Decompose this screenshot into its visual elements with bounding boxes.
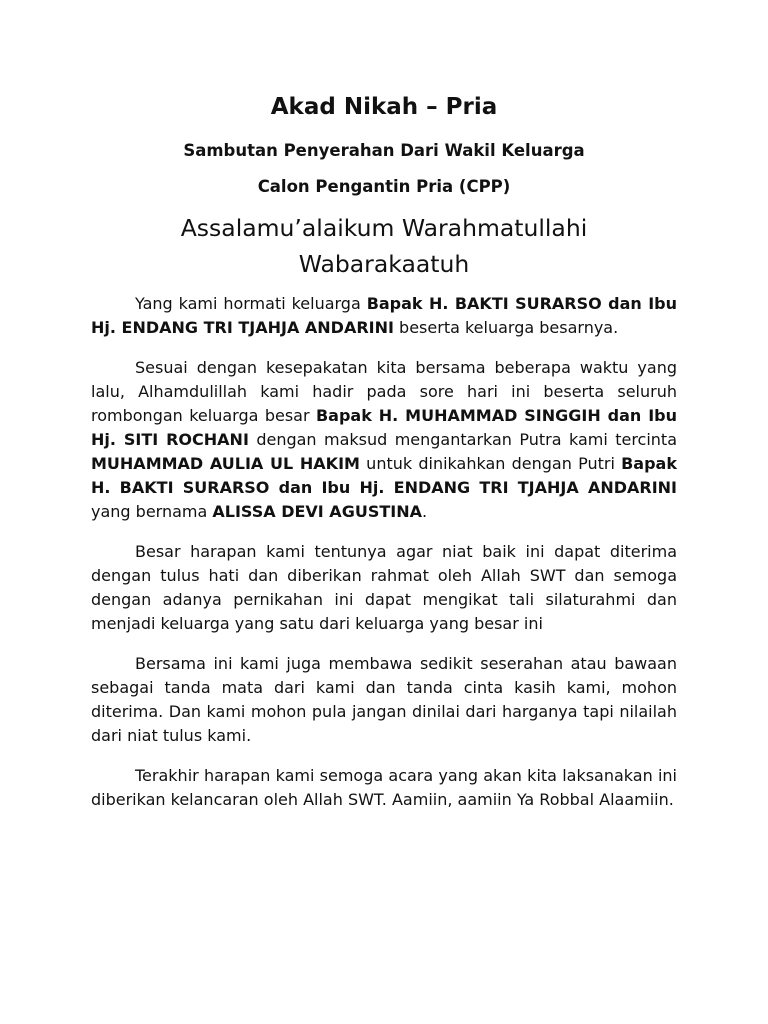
text-segment: Besar harapan kami tentunya agar niat baik ini dapat diterima dengan tulus hati dan diberikan rahmat oleh Allah SWT dan semoga dengan adanya pernikahan ini dapat mengikat tali silaturahmi dan menjadi keluarga yang satu dari keluarga yang besar ini: [91, 542, 677, 633]
paragraph-hope: [91, 540, 677, 636]
text-segment: Bersama ini kami juga membawa sedikit seserahan atau bawaan sebagai tanda mata dari kami dan tanda cinta kasih kami, mohon diterima. Dan kami mohon pula jangan dinilai dari harganya tapi nilailah dari niat tulus kami.: [91, 654, 677, 745]
text-segment: untuk dinikahkan dengan Putri: [359, 454, 622, 473]
paragraph-closing: [91, 764, 677, 812]
text-segment: Yang kami hormati keluarga: [135, 294, 367, 313]
document-subtitle-groom: Calon Pengantin Pria (CPP): [257, 177, 511, 196]
speech-body: [91, 292, 677, 828]
text-segment: yang bernama: [91, 502, 213, 521]
document-subtitle-speech: Sambutan Penyerahan Dari Wakil Keluarga: [183, 141, 585, 160]
text-segment-bold: MUHAMMAD AULIA UL HAKIM: [91, 454, 360, 473]
opening-greeting: Assalamu’alaikum Warahmatullahi Wabarakaatuh: [180, 214, 588, 278]
text-segment-bold: Bapak H. BAKTI SURARSO dan Ibu Hj. ENDANG TRI TJAHJA ANDARINI: [91, 294, 677, 337]
text-segment: dengan maksud mengantarkan Putra kami tercinta: [248, 430, 677, 449]
text-segment: .: [421, 502, 428, 521]
text-segment: Sesuai dengan kesepakatan kita bersama beberapa waktu yang lalu, Alhamdulillah kami hadir pada sore hari ini beserta seluruh rombongan keluarga besar: [91, 358, 677, 425]
text-segment-bold: Bapak H. BAKTI SURARSO dan Ibu Hj. ENDANG TRI TJAHJA ANDARINI: [91, 454, 677, 497]
text-segment-bold: Bapak H. MUHAMMAD SINGGIH dan Ibu Hj. SITI ROCHANI: [91, 406, 678, 449]
text-segment-bold: ALISSA DEVI AGUSTINA: [212, 502, 422, 521]
paragraph-salutation: [91, 292, 677, 340]
text-segment: beserta keluarga besarnya.: [393, 318, 619, 337]
paragraph-seserahan: [91, 652, 677, 748]
paragraph-purpose: [91, 356, 677, 524]
document-title: Akad Nikah – Pria: [270, 94, 498, 120]
text-segment: Terakhir harapan kami semoga acara yang akan kita laksanakan ini diberikan kelancaran oleh Allah SWT. Aamiin, aamiin Ya Robbal Alaamiin.: [91, 766, 677, 809]
